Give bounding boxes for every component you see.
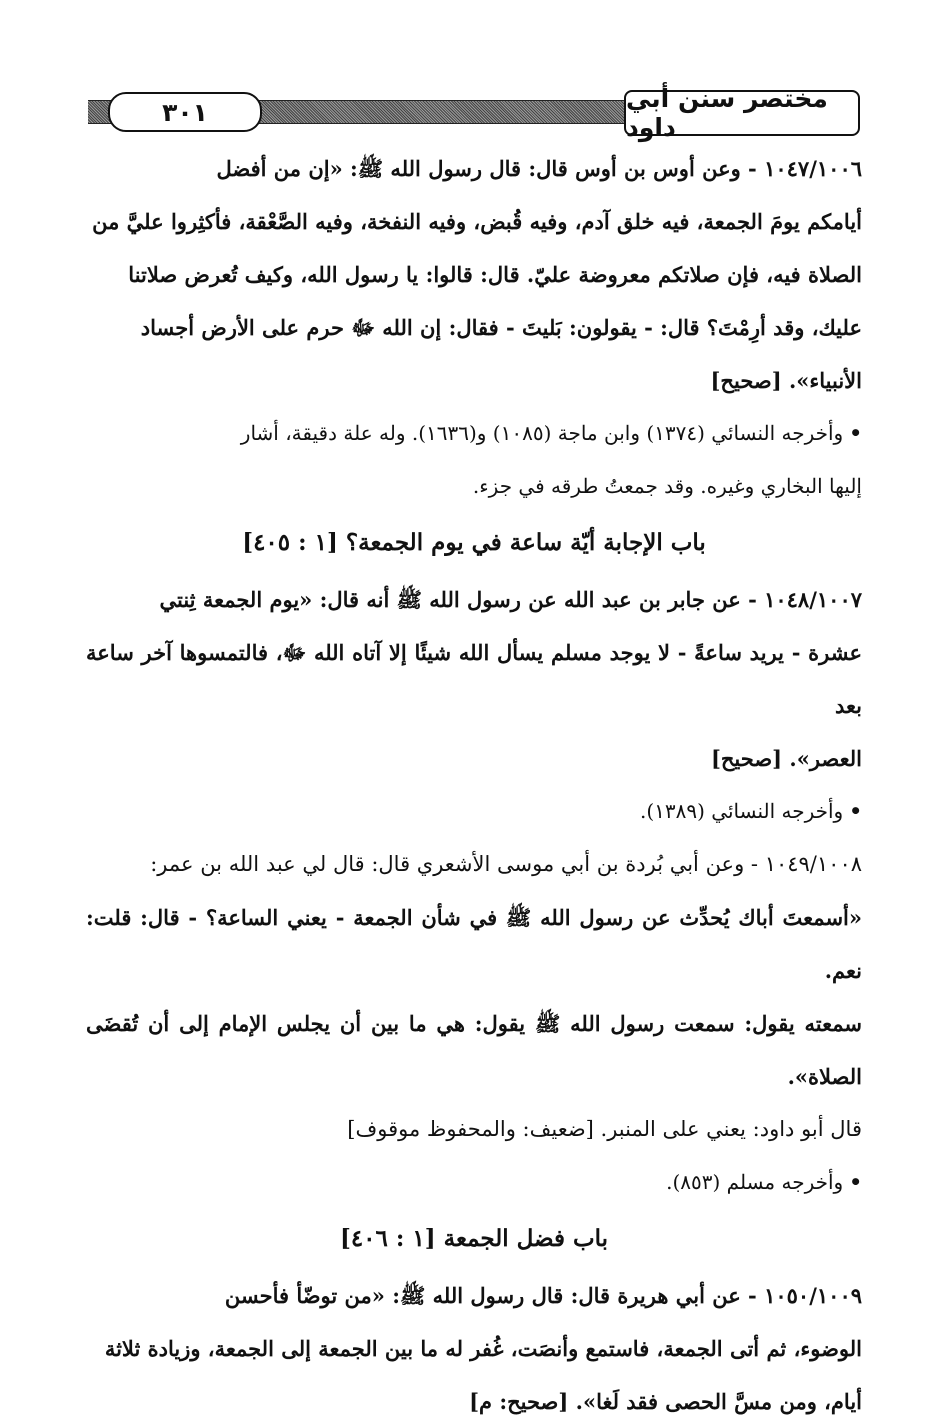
hadith-1050 [86, 1269, 862, 1428]
hadith-line: الصلاة فيه، فإن صلاتكم معروضة عليّ. قال: قالوا: يا رسول الله، وكيف تُعرض صلاتنا [128, 262, 862, 287]
hadith-line: سمعته يقول: سمعت رسول الله ﷺ يقول: هي ما بين أن يجلس الإمام إلى أن تُقضَى الصلاة». [86, 1011, 862, 1089]
hadith-line: ١٠٤٧/١٠٠٦ - وعن أوس بن أوس قال: قال رسول الله ﷺ: «إن من أفضل [216, 156, 862, 181]
hadith-line: أيام، ومن مسَّ الحصى فقد لَغا». [صحيح: م] [469, 1389, 862, 1414]
takhrij-note [86, 785, 862, 838]
note-text: وأخرجه النسائي (١٣٧٤) وابن ماجة (١٠٨٥) و(١٦٣٦). وله علة دقيقة، أشار [240, 421, 844, 445]
note-text: وأخرجه مسلم (٨٥٣). [666, 1170, 844, 1194]
chapter-heading: باب فضل الجمعة [١ : ٤٠٦] [339, 1225, 609, 1252]
hadith-line: الوضوء، ثم أتى الجمعة، فاستمع وأنصَت، غُفر له ما بين الجمعة إلى الجمعة، وزيادة ثلاثة [104, 1336, 862, 1361]
hadith-1047 [86, 142, 862, 513]
hadith-line: ١٠٤٩/١٠٠٨ - وعن أبي بُردة بن أبي موسى الأشعري قال: قال لي عبد الله بن عمر: [150, 852, 862, 876]
book-title: مختصر سنن أبي داود [624, 90, 860, 136]
hadith-line: قال أبو داود: يعني على المنبر. [ضعيف: والمحفوظ موقوف] [347, 1117, 862, 1141]
note-text: وأخرجه النسائي (١٣٨٩). [639, 799, 844, 823]
hadith-line: العصر». [صحيح] [710, 746, 862, 771]
bullet-icon: • [849, 1170, 862, 1194]
page-header [88, 84, 860, 142]
hadith-line: الأنبياء». [صحيح] [710, 368, 862, 393]
page-number: ٣٠١ [108, 92, 262, 132]
hadith-line: عليك، وقد أرِمْتَ؟ قال: - يقولون: بَليتَ - فقال: إن الله ﷻ حرم على الأرض أجساد [140, 315, 862, 340]
bullet-icon: • [849, 799, 862, 823]
hadith-1049 [86, 838, 862, 1209]
hadith-line: «أسمعتَ أباك يُحدِّث عن رسول الله ﷺ في شأن الجمعة - يعني الساعة؟ - قال: قلت: نعم. [86, 905, 862, 983]
bullet-icon: • [849, 421, 862, 445]
page-content [86, 142, 862, 1428]
takhrij-note: إليها البخاري وغيره. وقد جمعتُ طرقه في جزء. [472, 474, 862, 498]
hadith-line: عشرة - يريد ساعةً - لا يوجد مسلم يسأل الله شيئًا إلا آتاه الله ﷻ، فالتمسوها آخر ساعة بعد [86, 640, 862, 718]
hadith-1048 [86, 573, 862, 838]
hadith-line: أيامكم يومَ الجمعة، فيه خلق آدم، وفيه قُبض، وفيه النفخة، وفيه الصَّعْقة، فأكثِروا عليَّ من [92, 209, 862, 234]
chapter-heading: باب الإجابة أيّة ساعة في يوم الجمعة؟ [١ : ٤٠٥] [242, 529, 706, 556]
hadith-line: ١٠٥٠/١٠٠٩ - عن أبي هريرة قال: قال رسول الله ﷺ: «من توضّأ فأحسن [224, 1283, 862, 1308]
takhrij-note [86, 1156, 862, 1209]
takhrij-note [86, 407, 862, 460]
hadith-line: ١٠٤٨/١٠٠٧ - عن جابر بن عبد الله عن رسول الله ﷺ أنه قال: «يوم الجمعة ثِنتي [159, 587, 862, 612]
